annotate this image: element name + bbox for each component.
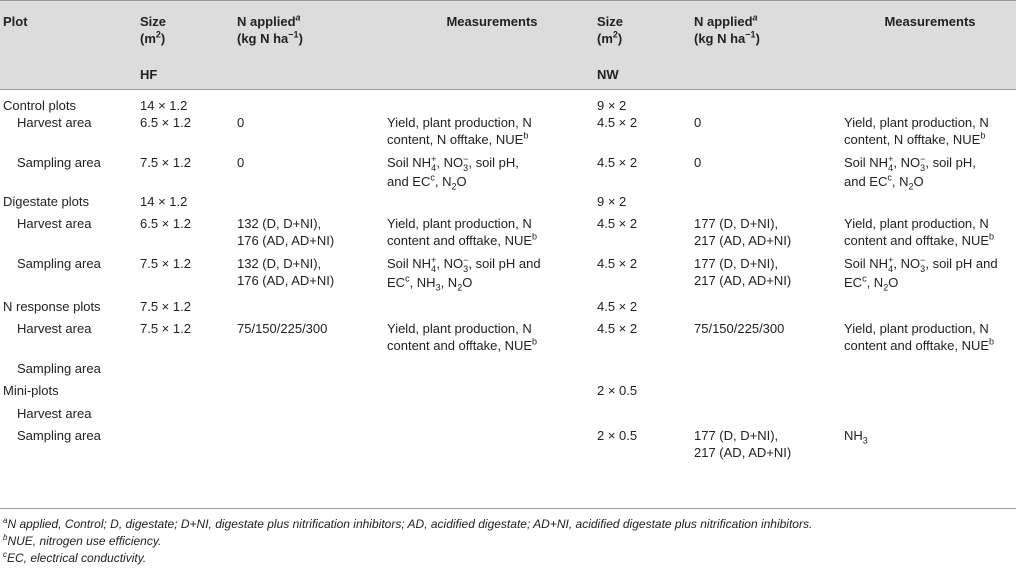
table-row: Sampling area 2 × 0.5 177 (D, D+NI), 217 (AD, AD+NI) $NH_3$ — [0, 427, 1016, 467]
site-header-row — [0, 54, 1016, 90]
table-row: Mini-plots 2 × 0.5 — [0, 382, 1016, 405]
table-row: Sampling area 7.5 × 1.2 132 (D, D+NI), 176 (AD, AD+NI) Soil NH + 4 , NO − 3 , soil pH and $EC^c$, $NH_3$, $N_2O$ 4.5 × 2 177 (D, D+NI), 217 (AD, AD+NI) Soil NH + 4 , NO − 3 , soil pH and $EC^c$, $N_2O$ — [0, 255, 1016, 298]
table-row: Control plots 14 × 1.2 9 × 2 — [0, 90, 1016, 115]
col-header-size-hf: Size $(m^2)$ — [140, 14, 167, 46]
row-label: Control plots — [3, 98, 76, 113]
table-row: N response plots 7.5 × 1.2 4.5 × 2 — [0, 298, 1016, 320]
table-row: Harvest area 6.5 × 1.2 0 Yield, plant production, N content, N offtake, NUE$^b$ 4.5 × 2 0 Yield, plant production, N content, N offtake, NUE$^b$ — [0, 114, 1016, 154]
row-label: N response plots — [3, 299, 101, 314]
row-label: Sampling area — [17, 256, 101, 271]
row-label: Sampling area — [17, 361, 101, 376]
footnote-a: $^a$N applied, Control; D, digestate; D+NI, digestate plus nitrification inhibitors; AD, acidified digestate; AD+NI, acidified digestate plus nitrification inhibitors. — [3, 516, 813, 531]
col-header-size-nw: Size $(m^2)$ — [597, 14, 624, 46]
footnote-c: $^c$EC, electrical conductivity. — [3, 550, 147, 565]
row-label: Mini-plots — [3, 383, 59, 398]
row-label: Harvest area — [17, 216, 92, 231]
footnotes — [3, 516, 812, 567]
row-label: Harvest area — [17, 406, 92, 421]
table-bottom-rule — [0, 508, 1016, 509]
site-label-nw: NW — [597, 67, 619, 82]
col-header-n-applied-nw: N applied$^a$ (kg N $ha^{-1}$) — [694, 12, 760, 46]
col-header-plot: Plot — [3, 14, 28, 29]
table-row: Harvest area 6.5 × 1.2 132 (D, D+NI), 176 (AD, AD+NI) Yield, plant production, N content and offtake, NUE$^b$ 4.5 × 2 177 (D, D+NI), 217 (AD, AD+NI) Yield, plant production, N content and offtake, NUE$^b$ — [0, 215, 1016, 255]
table-row — [0, 405, 1016, 427]
table-row: Sampling area 7.5 × 1.2 0 Soil NH + 4 , NO − 3 , soil pH, and $EC^c$, $N_2O$ 4.5 × 2 0 Soil NH + 4 , NO − 3 , soil pH, and $EC^c$, $N_2O$ — [0, 154, 1016, 193]
col-header-n-applied-hf: N applied$^a$ (kg N $ha^{-1}$) — [237, 12, 303, 46]
table-row — [0, 360, 1016, 382]
site-label-hf: HF — [140, 67, 158, 82]
footnote-b: $^b$NUE, nitrogen use efficiency. — [3, 533, 162, 548]
row-label: Harvest area — [17, 115, 92, 130]
table-row: Harvest area 7.5 × 1.2 75/150/225/300 Yield, plant production, N content and offtake, NUE$^b$ 4.5 × 2 75/150/225/300 Yield, plant production, N content and offtake, NUE$^b$ — [0, 320, 1016, 360]
table-header-row — [0, 1, 1016, 55]
row-label: Sampling area — [17, 155, 101, 170]
col-header-measurements-nw: Measurements — [884, 14, 976, 29]
row-label: Harvest area — [17, 321, 92, 336]
row-label: Sampling area — [17, 428, 101, 443]
table-row: Digestate plots 14 × 1.2 9 × 2 — [0, 193, 1016, 215]
row-label: Digestate plots — [3, 194, 89, 209]
col-header-measurements-hf: Measurements — [446, 14, 538, 29]
